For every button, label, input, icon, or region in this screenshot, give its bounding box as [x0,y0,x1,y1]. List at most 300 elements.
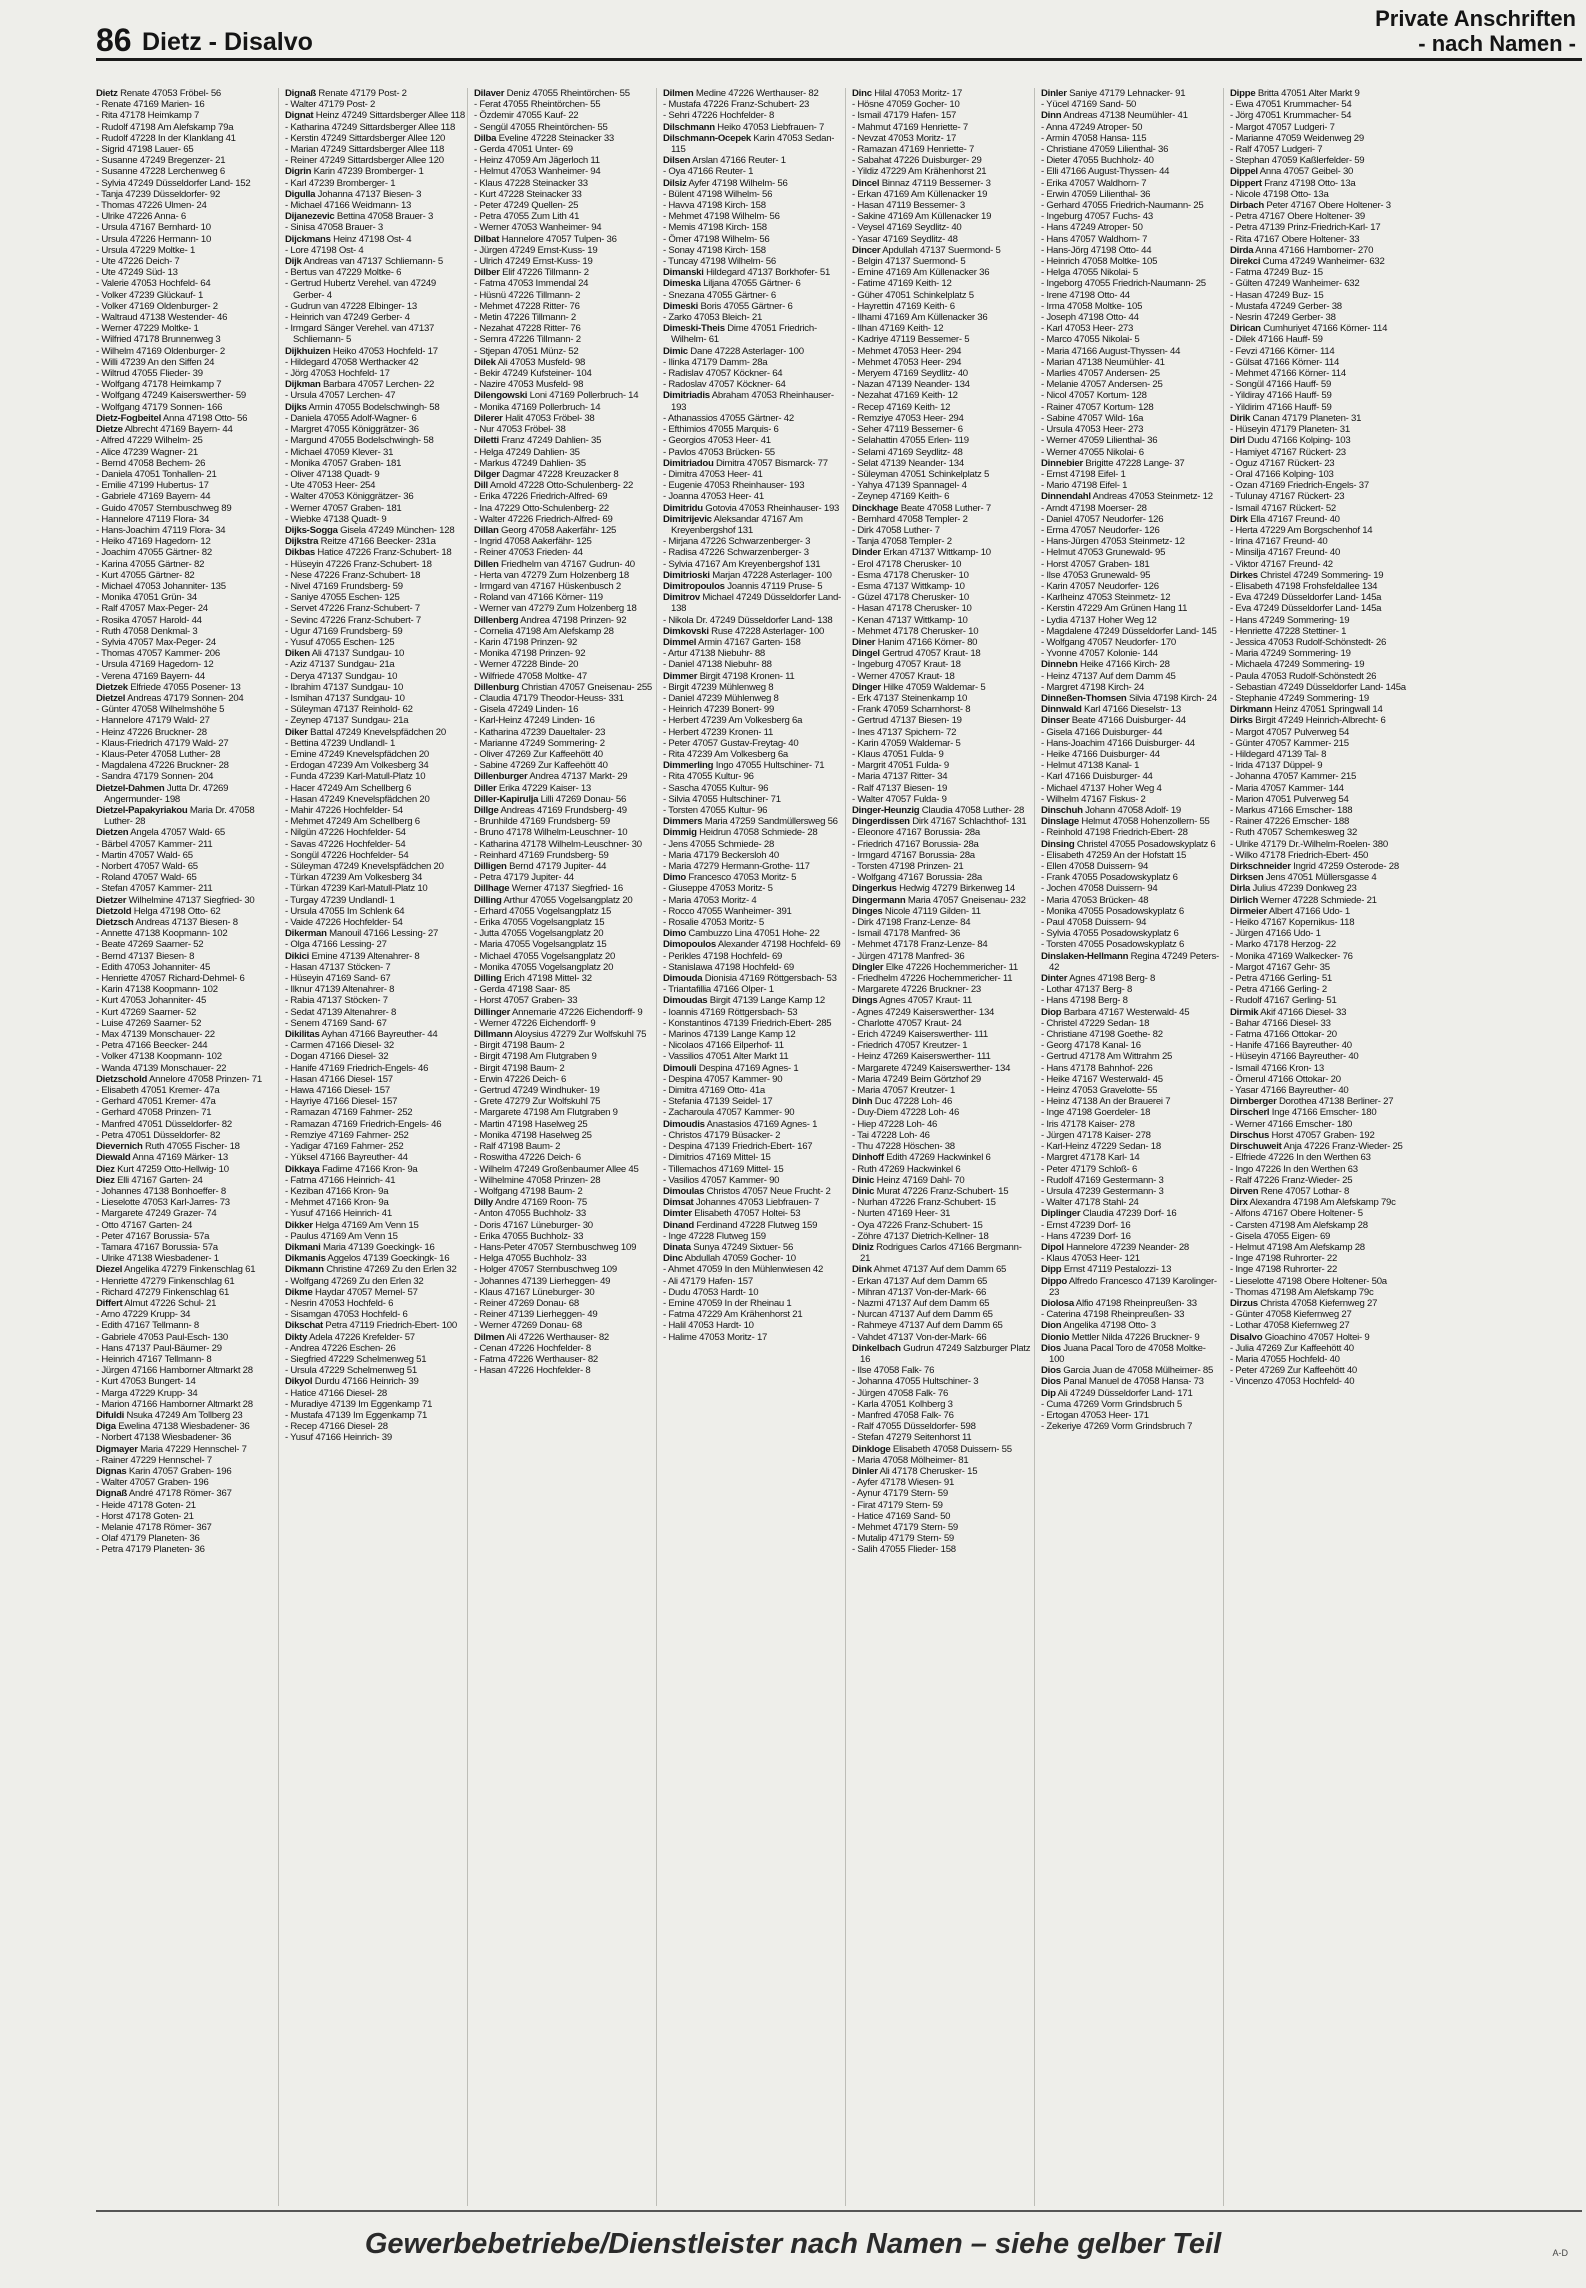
directory-entry: - Julia 47269 Zur Kaffeehött 40 [1230,1342,1354,1354]
directory-entry: - Reiner 47139 Lierheggen- 49 [474,1309,598,1321]
directory-entry: - Inge 47198 Ruhrorter- 22 [1230,1253,1338,1265]
page-number: 86 [96,22,132,58]
directory-entry: - Werner 47228 Binde- 20 [474,659,579,671]
directory-entry: Dingermann Maria 47057 Gneisenau- 232 [852,894,1026,906]
directory-entry: - Jens 47055 Schmiede- 28 [663,838,775,850]
directory-entry: - Bärbel 47057 Kammer- 211 [96,838,213,850]
listing-column-5 [852,88,1035,2206]
directory-entry: - Erol 47178 Cherusker- 10 [852,558,962,570]
directory-entry: - Helga 47055 Nikolai- 5 [1041,267,1138,279]
directory-entry: - Sandra 47179 Sonnen- 204 [96,771,214,783]
directory-entry: Dikkaya Fadime 47166 Kron- 9a [285,1163,418,1175]
directory-entry: - Recep 47166 Diesel- 28 [285,1421,388,1433]
directory-entry: - Mehmet 47053 Heer- 294 [852,356,962,368]
listing-column-6 [1041,88,1224,2206]
directory-entry: Dillen Friedhelm van 47167 Gudrun- 40 [474,558,635,570]
directory-entry: - Monika 47169 Walkecker- 76 [1230,950,1353,962]
directory-entry: - Markus 47166 Emscher- 188 [1230,805,1353,816]
directory-entry: - Katharina 47178 Wilhelm-Leuschner- 30 [474,838,642,850]
directory-entry: Dirzus Christa 47058 Kiefernweg 27 [1230,1297,1378,1309]
directory-entry: - Zöhre 47137 Dietrich-Kellner- 18 [852,1230,989,1242]
directory-entry: - Heinz 47138 An der Brauerei 7 [1041,1096,1171,1108]
directory-entry: - Doris 47167 Lüneburger- 30 [474,1219,593,1231]
directory-entry: - Radislav 47057 Köckner- 64 [663,368,783,380]
directory-entry: - Helmut 47053 Grunewald- 95 [1041,547,1166,559]
directory-entry: - Cuma 47269 Vorm Grindsbruch 5 [1041,1398,1183,1410]
directory-entry: - Sengül 47055 Rheintörchen- 55 [474,121,608,133]
directory-entry: - Karin 47198 Prinzen- 92 [474,636,578,648]
directory-entry: - Irene 47198 Otto- 44 [1041,289,1130,301]
directory-entry: Dilger Dagmar 47228 Kreuzacker 8 [474,468,619,480]
directory-entry: - Iris 47178 Kaiser- 278 [1041,1118,1135,1130]
directory-entry: - Ursula 47057 Lerchen- 47 [285,390,396,402]
directory-entry: - Lothar 47058 Kiefernweg 27 [1230,1320,1350,1332]
directory-entry: - Rudolf 47167 Gerling- 51 [1230,995,1337,1007]
directory-entry: - Erwin 47059 Lilienthal- 36 [1041,188,1151,200]
directory-entry: - Gülten 47249 Wanheimer- 632 [1230,278,1360,290]
directory-entry: - Hans 47137 Paul-Bäumer- 29 [96,1342,222,1354]
directory-entry: Diez Elli 47167 Garten- 24 [96,1174,203,1186]
directory-entry: - Tanja 47058 Templer- 2 [852,536,952,548]
directory-entry: - Giuseppe 47053 Moritz- 5 [663,883,773,895]
directory-entry: - Fevzi 47166 Körner- 114 [1230,345,1335,357]
directory-entry: Dimmers Maria 47259 Sandmüllersweg 56 [663,816,838,828]
directory-entry: Dinsing Christel 47055 Posadowskyplatz 6 [1041,838,1216,850]
directory-entry: - Ömer 47198 Wilhelm- 56 [663,233,770,245]
directory-entry: - Heike 47167 Westerwald- 45 [1041,1073,1163,1085]
directory-entry: - Ruth 47057 Schemkesweg 32 [1230,827,1358,839]
directory-entry: - Erika 47055 Vogelsangplatz 15 [474,917,605,929]
listing-column-3 [474,88,657,2206]
directory-entry: - Wilhelm 47249 Großenbaumer Allee 45 [474,1163,639,1175]
directory-entry: - Despina 47139 Friedrich-Ebert- 167 [663,1141,813,1153]
directory-entry: - Wilhelmine 47058 Prinzen- 28 [474,1174,601,1186]
directory-entry: - Elfriede 47226 In den Werthen 63 [1230,1152,1371,1164]
directory-entry: - Anna 47249 Atroper- 50 [1041,121,1143,133]
directory-entry: - Paul 47058 Duissern- 94 [1041,917,1147,929]
directory-entry: - Rudolf 47228 In der Klanklang 41 [96,132,236,144]
directory-entry: - Herta van 47279 Zum Holzenberg 18 [474,569,629,581]
directory-entry: - Paula 47053 Rudolf-Schönstedt 26 [1230,670,1377,682]
directory-entry: Dingel Gertrud 47057 Kraut- 18 [852,648,981,660]
directory-entry: Dijkhuizen Heiko 47053 Hochfeld- 17 [285,345,438,357]
directory-entry: - Volker 47239 Glückauf- 1 [96,289,204,301]
directory-entry: Dijkstra Reitze 47166 Beecker- 231a [285,536,436,548]
directory-entry: - Güher 47051 Schinkelplatz 5 [852,289,974,301]
directory-entry: - Hannelore 47119 Flora- 34 [96,513,210,525]
directory-entry: - Marian 47249 Sittardsberger Allee 118 [285,144,445,156]
directory-entry: Dimic Dane 47228 Asterlager- 100 [663,345,804,357]
directory-entry: - Sebastian 47249 Düsseldorfer Land- 145a [1230,681,1406,693]
directory-entry: Dinata Sunya 47249 Sixtuer- 56 [663,1241,794,1253]
directory-entry: - Wolfgang 47167 Borussia- 28a [852,872,982,884]
directory-entry: - Dogan 47166 Diesel- 32 [285,1051,389,1063]
directory-entry: Dirlich Werner 47228 Schmiede- 21 [1230,894,1377,906]
directory-entry: Dikmanis Aggelos 47139 Goeckingk- 16 [285,1253,450,1265]
directory-entry: - Ilinka 47179 Damm- 28a [663,356,768,368]
directory-entry: - Eleonore 47167 Borussia- 28a [852,827,980,839]
directory-entry: - Hayriye 47166 Diesel- 157 [285,1096,398,1108]
directory-entry: - Perikles 47198 Hochfeld- 69 [663,950,783,962]
directory-entry: Diniz Rodrigues Carlos 47166 Bergmann- 21 [852,1241,1022,1265]
directory-entry: - Torsten 47198 Prinzen- 21 [852,861,964,873]
directory-entry: - Fatma 47249 Buz- 15 [1230,267,1323,279]
directory-entry: - Oguz 47167 Rückert- 23 [1230,457,1335,469]
directory-entry: - Hasan 47137 Stöcken- 7 [285,961,391,973]
directory-entry: - Ursula 47169 Hagedorn- 12 [96,659,214,671]
directory-entry: - Wolfgang 47178 Heimkamp 7 [96,379,222,391]
directory-entry: - Arno 47229 Krupp- 34 [96,1309,191,1321]
footer-note: Gewerbebetriebe/Dienstleister nach Namen – siehe gelber Teil [364,2228,1222,2260]
directory-entry: - Mehmet 47166 Kron- 9a [285,1197,389,1209]
directory-entry: - Wiebke 47138 Quadt- 9 [285,513,387,525]
directory-entry: - Emilie 47199 Hubertus- 17 [96,480,209,492]
directory-entry: Dikschat Petra 47119 Friedrich-Ebert- 100 [285,1320,457,1332]
directory-entry: - Maria 47055 Vogelsangplatz 15 [474,939,607,951]
directory-entry: - Ingrid 47058 Aakerfähr- 125 [474,536,592,548]
directory-entry: - Ramazan 47169 Fahrner- 252 [285,1107,413,1119]
directory-entry: - Karlheinz 47053 Steinmetz- 12 [1041,592,1171,604]
directory-entry: - Erkan 47137 Auf dem Damm 65 [852,1275,988,1287]
directory-entry: Dirda Anna 47166 Hamborner- 270 [1230,244,1374,256]
directory-entry: - Radoslav 47057 Köckner- 64 [663,379,786,391]
directory-entry: - Muradiye 47139 Im Eggenkamp 71 [285,1398,433,1410]
directory-entry: - Wilhelm 47167 Fiskus- 2 [1041,793,1146,805]
directory-entry: Dietzer Wilhelmine 47137 Siegfried- 30 [96,894,255,906]
directory-entry: - Oya 47226 Franz-Schubert- 15 [852,1219,983,1231]
directory-entry: - Esma 47137 Wittkamp- 10 [852,580,965,592]
directory-entry: - Karin 47057 Neudorfer- 126 [1041,580,1159,592]
directory-entry: - Hans-Peter 47057 Sternbuschweg 109 [474,1241,637,1253]
directory-entry: Dingler Elke 47226 Hochemmericher- 11 [852,961,1019,973]
directory-entry: - Salih 47055 Flieder- 158 [852,1544,956,1556]
directory-entry: - Oliver 47269 Zur Kaffeehött 40 [474,748,603,760]
directory-entry: - Annette 47138 Koopmann- 102 [96,928,228,940]
directory-entry: - Ralf 47226 Franz-Wieder- 25 [1230,1174,1353,1186]
directory-entry: - Konstantinos 47139 Friedrich-Ebert- 285 [663,1017,832,1029]
directory-entry: - Werner 47053 Wanheimer- 94 [474,222,602,234]
directory-entry: - Rudolf 47198 Am Alefskamp 79a [96,121,234,133]
directory-entry: - Erkan 47169 Am Küllenacker 19 [852,188,988,200]
directory-entry: Dillinger Annemarie 47226 Eichendorff- 9 [474,1006,643,1018]
directory-entry: Dimouda Dionisia 47169 Röttgersbach- 53 [663,973,837,985]
directory-entry: - Charlotte 47057 Kraut- 24 [852,1017,962,1029]
directory-entry: - Werner 47055 Nikolai- 6 [1041,446,1144,458]
directory-entry: Dios Juana Pacal Toro de 47058 Moltke- 100 [1041,1342,1206,1365]
directory-entry: - Lieselotte 47198 Obere Holtener- 50a [1230,1275,1387,1287]
directory-listing [96,88,1582,2206]
directory-entry: - Michael 47053 Johanniter- 135 [96,580,226,592]
directory-entry: - Herbert 47239 Kronen- 11 [663,726,774,738]
directory-entry: - Irma 47058 Moltke- 105 [1041,300,1143,312]
directory-entry: - Sehri 47226 Hochfelder- 8 [663,110,775,122]
directory-entry: - Peter 47269 Zur Kaffeehött 40 [1230,1365,1358,1377]
directory-entry: - Walter 47057 Graben- 196 [96,1477,209,1489]
directory-entry: Diewald Anna 47169 Märker- 13 [96,1152,228,1164]
listing-column-1 [96,88,279,2206]
directory-entry: - Helmut 47198 Am Alefskamp 28 [1230,1241,1365,1253]
directory-entry: - Hasan 47178 Cherusker- 10 [852,603,972,615]
directory-entry: - Süleyman 47051 Schinkelplatz 5 [852,468,990,480]
directory-entry: - Ingo 47226 In den Werthen 63 [1230,1163,1358,1175]
directory-entry: Dilber Elif 47226 Tillmann- 2 [474,267,589,279]
directory-entry: - Jürgen 47166 Udo- 1 [1230,928,1321,940]
directory-entry: - Nikola Dr. 47249 Düsseldorfer Land- 138 [663,614,833,626]
directory-entry: Dikmani Maria 47139 Goeckingk- 16 [285,1241,435,1253]
directory-entry: - Firat 47179 Stern- 59 [852,1499,943,1511]
directory-entry: Dillhage Werner 47137 Siegfried- 16 [474,883,623,895]
directory-entry: Dinic Murat 47226 Franz-Schubert- 15 [852,1185,1009,1197]
directory-entry: - Marlies 47057 Andersen- 25 [1041,368,1160,380]
directory-entry: - Gisela 47166 Duisburger- 44 [1041,726,1163,738]
directory-entry: Dilaver Deniz 47055 Rheintörchen- 55 [474,88,630,99]
directory-entry: - Ömerul 47166 Ottokar- 20 [1230,1073,1341,1085]
directory-entry: - Siegfried 47229 Schelmenweg 51 [285,1353,427,1365]
directory-entry: Diezel Angelika 47279 Finkenschlag 61 [96,1264,256,1276]
directory-entry: - Nurten 47169 Heer- 31 [852,1208,951,1220]
directory-entry: - Helmut 47053 Wanheimer- 94 [474,166,601,178]
directory-entry: - Mustafa 47249 Gerber- 38 [1230,300,1342,312]
directory-entry: - Athanassios 47055 Gärtner- 42 [663,412,794,424]
directory-entry: - Rita 47239 Am Volkesberg 6a [663,748,789,760]
directory-entry: - Alfons 47167 Obere Holtener- 5 [1230,1208,1363,1220]
directory-entry: - Maria 47137 Ritter- 34 [852,771,948,783]
directory-entry: - Nesrin 47249 Gerber- 38 [1230,312,1336,324]
directory-entry: - Margarete 47226 Bruckner- 23 [852,984,982,996]
directory-entry: Dirx Alexandra 47198 Am Alefskamp 79c [1230,1197,1396,1209]
directory-entry: - Bernd 47137 Biesen- 8 [96,950,195,962]
directory-entry: - Markus 47249 Dahlien- 35 [474,457,586,469]
directory-entry: - Peter 47179 Schloß- 6 [1041,1163,1138,1175]
directory-entry: - Maria 47249 Beim Görtzhof 29 [852,1073,982,1085]
directory-entry: Dimmig Heidrun 47058 Schmiede- 28 [663,827,818,839]
directory-entry: - Selahattin 47055 Erlen- 119 [852,435,969,447]
directory-entry: - Sigrid 47198 Lauer- 65 [96,144,194,156]
directory-entry: - Ismail 47166 Kron- 13 [1230,1062,1324,1074]
directory-entry: - Inge 47198 Ruhrorter- 22 [1230,1264,1338,1276]
directory-entry: Dippert Franz 47198 Otto- 13a [1230,177,1356,189]
directory-entry: - Gerhard 47051 Kremer- 47a [96,1096,216,1108]
directory-entry: Dikbas Hatice 47226 Franz-Schubert- 18 [285,547,452,559]
directory-entry: - Ursula 47055 Im Schlenk 64 [285,905,405,917]
directory-entry: - Veysel 47169 Seydlitz- 40 [852,222,962,234]
directory-entry: - Jürgen 47058 Falk- 76 [852,1387,949,1399]
directory-entry: Dignas Karin 47057 Graben- 196 [96,1465,232,1477]
directory-entry: Diner Hanim 47166 Körner- 80 [852,636,978,648]
directory-entry: - Lieselotte 47053 Karl-Jarres- 73 [96,1197,230,1209]
directory-entry: - Werner 47059 Lilienthal- 36 [1041,435,1158,447]
directory-entry: - Zeynep 47169 Keith- 6 [852,491,950,503]
directory-entry: Dings Agnes 47057 Kraut- 11 [852,995,973,1007]
directory-entry: - Nurhan 47226 Franz-Schubert- 15 [852,1197,996,1209]
directory-entry: - Klaus 47228 Steinacker 33 [474,177,588,189]
directory-entry: - Hasan 47226 Hochfelder- 8 [474,1365,591,1377]
directory-entry: - Wilko 47178 Friedrich-Ebert- 450 [1230,849,1369,861]
directory-entry: - Hiep 47228 Loh- 46 [852,1118,938,1130]
directory-entry: - Walter 47226 Friedrich-Alfred- 69 [474,513,613,525]
directory-entry: - Yasar 47169 Seydlitz- 48 [852,233,958,245]
directory-entry: - Ferat 47055 Rheintörchen- 55 [474,99,601,111]
directory-entry: - Petra 47179 Jupiter- 44 [474,872,574,884]
directory-entry: - Maria 47057 Kammer- 144 [1230,782,1344,794]
directory-entry: - Hans 47178 Bahnhof- 226 [1041,1062,1153,1074]
directory-entry: Dios Panal Manuel de 47058 Hansa- 73 [1041,1376,1204,1388]
directory-entry: - Christiane 47059 Lilienthal- 36 [1041,144,1169,156]
directory-entry: - Sascha 47055 Kultur- 96 [663,782,769,794]
directory-entry: - Remziye 47053 Heer- 294 [852,412,964,424]
directory-entry: Dimouli Despina 47169 Agnes- 1 [663,1062,799,1074]
section-title-line-1: Private Anschriften [1375,6,1576,31]
directory-entry: - Heike 47166 Duisburger- 44 [1041,748,1160,760]
directory-entry: - Ursula 47226 Hermann- 10 [96,233,212,245]
directory-entry: - Ingeburg 47057 Kraut- 18 [852,659,961,671]
directory-entry: - Mehmet 47053 Heer- 294 [852,345,962,357]
directory-entry: - Yildiz 47229 Am Krähenhorst 21 [852,166,987,178]
directory-entry: - Artur 47138 Niebuhr- 88 [663,648,766,660]
directory-entry: - Tamara 47167 Borussia- 57a [96,1241,218,1253]
directory-entry: - Hatice 47169 Sand- 50 [852,1510,951,1522]
directory-entry: Diop Barbara 47167 Westerwald- 45 [1041,1006,1190,1018]
directory-entry: Dimopoulos Alexander 47198 Hochfeld- 69 [663,939,841,951]
directory-entry: - Oliver 47138 Quadt- 9 [285,468,380,480]
directory-entry: - Hawa 47166 Diesel- 157 [285,1085,390,1097]
directory-entry: - Ursula 47229 Moltke- 1 [96,244,196,256]
directory-entry: - Efthimios 47055 Marquis- 6 [663,424,779,436]
directory-entry: Dignaß André 47178 Römer- 367 [96,1488,232,1500]
directory-entry: - Stephanie 47249 Sommering- 19 [1230,692,1369,704]
directory-entry: - Katharina 47249 Sittardsberger Allee 118 [285,121,456,133]
directory-entry: - Gertrud 47249 Windhuker- 19 [474,1085,600,1097]
directory-entry: - Kurt 47055 Gärtner- 82 [96,569,195,581]
directory-entry: Dinkloge Elisabeth 47058 Duissern- 55 [852,1443,1012,1455]
footer-rule [96,2210,1582,2212]
directory-entry: - Margret 47055 Königgrätzer- 36 [285,424,419,436]
directory-entry: - Michael 47166 Weidmann- 13 [285,200,412,212]
directory-entry: - Ali 47179 Hafen- 157 [663,1275,753,1287]
directory-entry: - Ralf 47055 Düsseldorfer- 598 [852,1421,976,1433]
directory-entry: - Inge 47228 Flutweg 159 [663,1230,766,1242]
directory-entry: - Magdalena 47226 Bruckner- 28 [96,760,229,772]
directory-entry: - Hans-Joachim 47166 Duisburger- 44 [1041,737,1195,749]
directory-entry: - Turgay 47239 Undlandl- 1 [285,894,395,906]
directory-entry: - Arndt 47198 Moerser- 28 [1041,502,1147,514]
directory-entry: Dilsiz Ayfer 47198 Wilhelm- 56 [663,177,788,189]
directory-entry: Dimmel Armin 47167 Garten- 158 [663,636,801,648]
directory-entry: Dingerdissen Dirk 47167 Schlachthof- 131 [852,816,1027,828]
directory-entry: - Margarete 47249 Grazer- 74 [96,1208,217,1220]
directory-entry: Dimkovski Ruse 47228 Asterlager- 100 [663,625,825,637]
directory-entry: - Nese 47226 Franz-Schubert- 18 [285,569,421,581]
directory-entry: - Ralf 47137 Biesen- 19 [852,782,948,794]
directory-entry: Dill Arnold 47228 Otto-Schulenberg- 22 [474,480,634,492]
directory-entry: Dimitropoulos Joannis 47119 Pruse- 5 [663,580,823,592]
directory-entry: - Luise 47269 Saarner- 52 [96,1017,202,1029]
directory-entry: - Marco 47055 Nikolai- 5 [1041,334,1140,346]
directory-entry: Diplinger Claudia 47239 Dorf- 16 [1041,1208,1177,1220]
directory-entry: - Walter 47057 Fulda- 9 [852,793,947,805]
directory-entry: - Dirk 47198 Franz-Lenze- 84 [852,917,971,929]
directory-entry: - Verena 47169 Bayern- 44 [96,670,205,682]
directory-entry: - Vaide 47226 Hochfelder- 54 [285,917,403,929]
directory-entry: Dijckmans Heinz 47198 Ost- 4 [285,233,412,245]
directory-entry: Dinkelbach Gudrun 47249 Salzburger Platz 16 [852,1342,1031,1365]
directory-entry: Dilek Ali 47053 Musfeld- 98 [474,356,586,368]
directory-entry: - Renate 47169 Marien- 16 [96,99,205,111]
directory-entry: - Ilknur 47139 Altenahrer- 8 [285,984,395,996]
directory-entry: - Valerie 47053 Hochfeld- 64 [96,278,211,290]
directory-entry: - Herbert 47239 Am Volkesberg 6a [663,715,803,727]
directory-entry: - Birgit 47239 Mühlenweg 8 [663,681,774,693]
directory-entry: - Andrea 47226 Eschen- 26 [285,1342,396,1354]
directory-entry: - Thu 47228 Höschen- 38 [852,1141,955,1153]
directory-entry: - Nevzat 47053 Moritz- 17 [852,132,957,144]
directory-entry: - Martin 47057 Wald- 65 [96,849,193,861]
directory-entry: Diller-Kapirulja Lilli 47269 Donau- 56 [474,793,627,805]
directory-entry: - Emine 47169 Am Küllenacker 36 [852,267,990,279]
directory-entry: Dinc Abdullah 47059 Gocher- 10 [663,1253,796,1265]
directory-entry: - Richard 47279 Finkenschlag 61 [96,1286,230,1298]
directory-entry: - Dimitra 47169 Otto- 41a [663,1085,765,1097]
directory-entry: - Christel 47229 Sedan- 18 [1041,1017,1150,1029]
directory-entry: - Margret 47198 Kirch- 24 [1041,681,1145,693]
directory-entry: - Yasar 47166 Bayreuther- 40 [1230,1085,1349,1097]
directory-entry: Dink Ahmet 47137 Auf dem Damm 65 [852,1264,1007,1276]
directory-entry: - Petra 47051 Düsseldorfer- 82 [96,1129,221,1141]
directory-entry: - Frank 47059 Scharnhorst- 8 [852,704,971,716]
directory-entry: - Friedrich 47167 Borussia- 28a [852,838,979,850]
directory-entry: - Heinz 47053 Gravelotte- 55 [1041,1085,1158,1097]
directory-entry: - Ursula 47053 Heer- 273 [1041,424,1144,436]
directory-entry: - Ismihan 47137 Sundgau- 10 [285,692,405,704]
directory-entry: - Nur 47053 Fröbel- 38 [474,424,566,436]
directory-entry: - Ellen 47058 Duissern- 94 [1041,861,1149,873]
directory-entry: - Carmen 47166 Diesel- 32 [285,1040,394,1052]
directory-entry: - Margot 47057 Pulverweg 54 [1230,726,1350,738]
directory-entry: - Petra 47167 Obere Holtener- 39 [1230,211,1365,223]
directory-entry: Dimitrijevic Aleksandar 47167 Am Kreyenbergshof 131 [663,513,803,536]
directory-entry: - Elisabeth 47198 Frohsfeldallee 134 [1230,580,1378,592]
directory-entry: - Reiner 47249 Sittardsberger Allee 120 [285,155,444,167]
directory-entry: Dinslage Helmut 47058 Hohenzollern- 55 [1041,816,1210,828]
directory-entry: Dirschuweit Anja 47226 Franz-Wieder- 25 [1230,1141,1403,1153]
directory-entry: - Gerda 47198 Saar- 85 [474,984,570,996]
directory-entry: - Manfred 47051 Düsseldorfer- 82 [96,1118,232,1130]
directory-entry: - Marko 47178 Herzog- 22 [1230,939,1336,951]
directory-entry: - Memis 47198 Kirch- 158 [663,222,767,234]
directory-entry: - Mahir 47226 Hochfelder- 54 [285,805,403,816]
directory-entry: - Gertrud 47137 Biesen- 19 [852,715,962,727]
directory-entry: - Rosika 47057 Harold- 44 [96,614,202,626]
directory-entry: - Peter 47057 Gustav-Freytag- 40 [663,737,799,749]
directory-entry: - Heinz 47137 Auf dem Damm 45 [1041,670,1176,682]
directory-entry: - Rocco 47055 Wanheimer- 391 [663,905,792,917]
directory-entry: - Daniel 47239 Mühlenweg 8 [663,692,779,704]
directory-entry: - Mehmet 47166 Körner- 114 [1230,368,1346,380]
directory-entry: - Yusuf 47166 Heinrich- 41 [285,1208,392,1220]
directory-entry: - Rita 47055 Kultur- 96 [663,771,754,783]
directory-entry: Dillenburg Christian 47057 Gneisenau- 255 [474,681,652,693]
directory-entry: - Ralf 47057 Ludgeri- 7 [1230,144,1323,156]
directory-entry: - Peter 47167 Borussia- 57a [96,1230,210,1242]
directory-entry: - Ismail 47179 Hafen- 157 [852,110,957,122]
directory-entry: Dikme Haydar 47057 Memel- 57 [285,1286,418,1298]
directory-entry: Dirven Rene 47057 Lothar- 8 [1230,1185,1350,1197]
directory-entry: - Monika 47051 Grün- 34 [96,592,197,604]
directory-entry: - Vincenzo 47053 Hochfeld- 40 [1230,1376,1355,1388]
directory-entry: - Monika 47169 Pollerbruch- 14 [474,401,601,413]
directory-entry: Dillan Georg 47058 Aakerfähr- 125 [474,524,617,536]
directory-entry: - Karl 47166 Duisburger- 44 [1041,771,1153,783]
